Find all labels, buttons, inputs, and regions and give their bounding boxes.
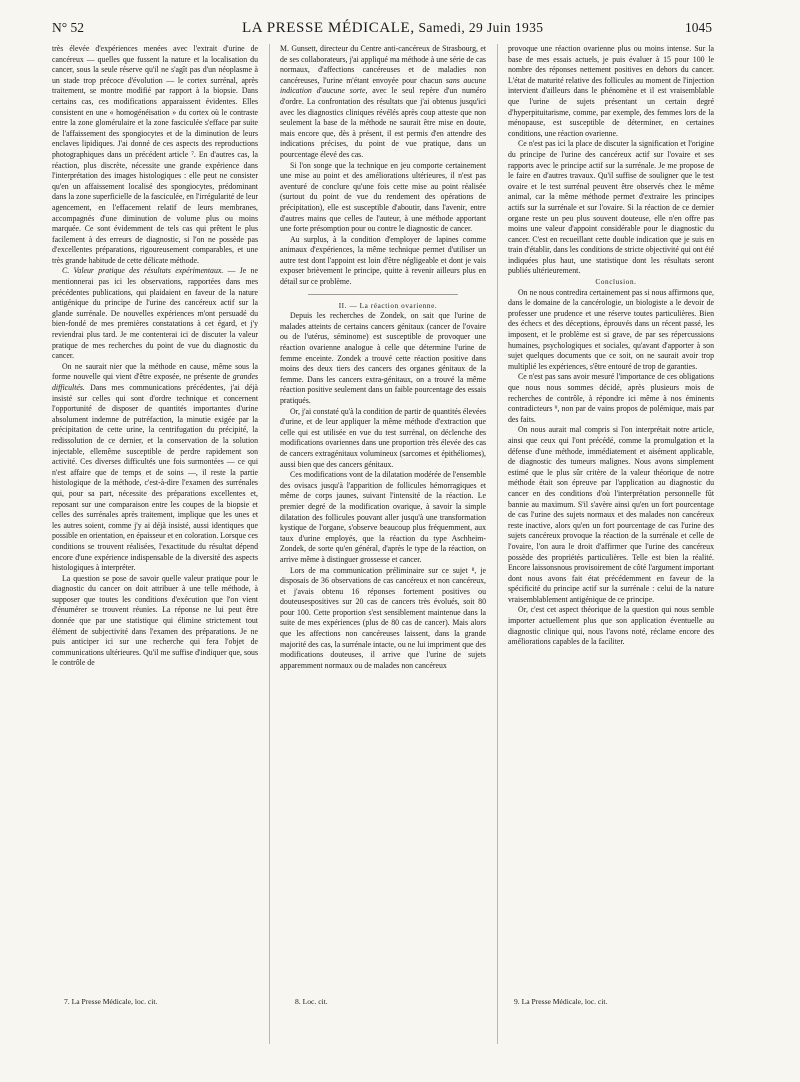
page-header	[52, 18, 712, 38]
column-right	[508, 44, 714, 994]
paragraph: Ces modifications vont de la dilatation modérée de l'ensemble des ovisacs jusqu'à l'apparition de follicules hémorragiques et même de corps jaunes, suivant l'intensité de la réaction. Le premier degré de la modification ovarique, à savoir la simple dilatation des follicules pouvant aller jusqu'à une transformation kystique de l'organe, s'observe beaucoup plus fréquemment, aux taux d'urine employés, que la réaction du type Aschheim-Zondek, de sorte qu'en général, d'après le type de la réaction, on arrive même à distinguer grossesse et cancer.	[280, 470, 486, 564]
paragraph	[52, 362, 258, 574]
paragraph: Or, j'ai constaté qu'à la condition de partir de quantités élevées d'urine, et de leur appliquer la même méthode d'extraction que celle qui est utilisée en vue du test surrénal, on déclenche des modifications ovariennes dans une proportion très élevée des cas de cancers extragénitaux volumineux (sarcomes et épithéliomes), aussi bien que des cancers génitaux.	[280, 406, 486, 469]
issue-number: N° 52	[52, 20, 85, 35]
paragraph-text: — Je ne mentionnerai pas ici les observations, rapportées dans mes précédentes publications, qui plaidaient en faveur de la nature antigénique du principe de l'urine des cancéreux actif sur la glande surrénale. De nouvelles expériences m'ont persuadé du bien-fondé de mes premières constatations à cet égard, et j'y reviendrai plus tard. Je me contenterai ici de discuter la valeur pratique de mes recherches du point de vue du diagnostic du cancer.	[52, 266, 258, 361]
emphasis-text: grandes difficultés.	[52, 372, 258, 392]
issue-date: Samedi, 29 Juin 1935	[418, 20, 544, 35]
paragraph: On ne nous contredira certainement pas si nous affirmons que, dans le domaine de la cancérologie, un biologiste a le devoir de professer une prudence et une réserve toutes particulières. Bien des échecs et des déceptions, éprouvés dans un récent passé, les imposent, et le problème est si grave, de par ses répercussions humaines, psychologiques et sociales, qu'avant d'apporter à son sujet quelques documents que ce soit, on ne saurait avoir trop multiplié les expériences, s'être entouré de trop de garanties.	[508, 287, 714, 371]
subsection-heading: C. Valeur pratique des résultats expérimentaux.	[62, 266, 224, 276]
section-heading: Conclusion.	[595, 278, 637, 287]
paragraph: Lors de ma communication préliminaire sur ce sujet ⁸, je disposais de 36 observations de cas cancéreux et non cancéreux, et j'avais obtenu 16 réponses fortement positives ou douteusespositives sur 20 cas de cancers très évolués, soit 80 pour 100. Cette proportion s'est sensiblement maintenue dans la suite de mes expériences (plus de 80 cas de cancer). Mais alors que les affections non cancéreuses laissent, dans la grande majorité des cas, la surrénale intacte, ou ne lui impriment que des modifications douteuses, il arrive que l'urine de sujets apparemment normaux ou de malades non cancéreux	[280, 565, 486, 670]
footnote: 9. La Presse Médicale, loc. cit.	[514, 997, 608, 1006]
paragraph: très élevée d'expériences menées avec l'extrait d'urine de cancéreux — quelles que fussent la nature et la localisation du cancer, sous la seule réserve qu'il ne s'agît pas d'un néoplasme à un stade trop précoce d'évolution — le cortex surrénal, après traitement, se montre modifié par rapport à la biopsie. Dans certains cas, ces modifications apparaissent évidentes. Elles consistent en une « homogénéisation » du cortex où le contraste entre la zone glomérulaire et la zone fasciculée s'efface par suite de l'affaissement des spongiocytes et de la diminution de leurs enclaves lipidiques. J'ai donné de ces aspects des reproductions photographiques dans un précédent article ⁷. En d'autres cas, la réaction, plus discrète, nécessite une grande expérience dans l'interprétation des images histologiques : elle peut ne consister qu'en un affaissement localisé des spongiocytes, prédominant dans la zone superficielle de la fasciculée, en l'irrégularité de leur agencement, en l'effacement relatif de leurs membranes, accompagnés d'une diminution de volume plus ou moins marquée. Ce sont évidemment de tels cas qui prêtent le plus facilement à des erreurs de diagnostic, si l'on ne possède pas d'excellentes préparations, rigoureusement comparables, et une très grande habitude de cette délicate méthode.	[52, 44, 258, 265]
footnote: 8. Loc. cit.	[295, 997, 328, 1006]
column-left	[52, 44, 258, 994]
journal-title: LA PRESSE MÉDICALE,	[242, 20, 415, 36]
paragraph	[52, 266, 258, 361]
paragraph-text: avec le seul repère d'un numéro d'ordre. La confrontation des résultats que j'ai obtenus jusqu'ici avec les diagnostics cliniques révélés après coup atteste que non seulement la base de la méthode ne saurait être mise en doute, mais encore que, dès à présent, il est permis d'en attendre des indications précises, du point de vue pratique, dans un pourcentage élevé des cas.	[280, 86, 486, 159]
paragraph-text: M. Gunsett, directeur du Centre anti-cancéreux de Strasbourg, et de ses collaborateurs, j'ai appliqué ma méthode à une série de cas normaux, d'affections cancéreuses et de maladies non cancéreuses, l'urine m'étant envoyée pour chacun	[280, 44, 486, 85]
paragraph: Ce n'est pas ici la place de discuter la signification et l'origine du principe de l'urine des cancéreux actif sur l'ovaire et ses rapports avec le principe actif sur la surrénale. Je me propose de le faire en d'autres travaux. Qu'il suffise de souligner que le test ovaire et le test surrénal peuvent être observés chez le même animal, car la même méthode permet d'extraire les principes actifs sur la surrénale et sur l'ovaire. Si la réaction de ce dernier organe reste un peu plus souvent douteuse, elle n'en offre pas moins une valeur d'appoint considérable pour le diagnostic du cancer. C'est en recueillant cette double indication que je suis en train d'établir, dans les conditions de stricte objectivité qui ont été indiquées plus haut, une statistique dont les résultats seront publiés ultérieurement.	[508, 139, 714, 276]
paragraph	[280, 44, 486, 161]
column-middle	[280, 44, 486, 994]
paragraph: Depuis les recherches de Zondek, on sait que l'urine de malades atteints de certains cancers génitaux (cancer de l'ovaire ou de l'utérus, séminome) est susceptible de provoquer une réaction ovarienne analogue à celle que détermine l'urine de femme enceinte. Zondek a trouvé cette réaction positive dans moins des deux tiers des cancers des organes génitaux de la femme. Dans les cancers extra-génitaux, on a trouvé la même réaction positive seulement dans un faible pourcentage des essais pratiqués.	[280, 311, 486, 405]
paragraph: On nous aurait mal compris si l'on interprétait notre article, ainsi que ceux qui l'ont précédé, comme la promulgation et la défense d'une méthode, immédiatement et aisément applicable, de diagnostic des tumeurs malignes. Nous avons simplement estimé que le plus sûr critère de la valeur théorique de notre méthode était son épreuve par l'application au diagnostic du cancer en des conditions d'où l'interprétation personnelle fût bannie au maximum. S'il s'avère ainsi qu'en un fort pourcentage de cas l'urine des sujets normaux et des malades non cancéreux reste inactive, alors qu'en un fort pourcentage de cas l'urine des sujets cancéreux provoque la réaction de la surrénale et celle de l'ovaire, l'on aura le droit d'affirmer que l'urine des cancéreux possède des propriétés particulières. Telle est bien la réalité. Encore laissonsnous provisoirement de côté l'argument important dont nous avons fait état précédemment en faveur de la spécificité du principe actif sur la surrénale : celui de la nature vraisemblablement antigénique de ce principe.	[508, 425, 714, 604]
paragraph: La question se pose de savoir quelle valeur pratique pour le diagnostic du cancer on doit attribuer à une telle méthode, à supposer que toutes les conditions d'exécution que l'on vient d'énumérer se trouvent réunies. La réponse ne lui peut être donnée que par une statistique qui élimine strictement tout élément de subjectivité dans l'examen des préparations. Je ne puis anticiper ici sur une recherche qui fera l'objet de communications ultérieures. Qu'il me suffise d'indiquer que, sous le contrôle de	[52, 573, 258, 668]
emphasis-text: sans aucune indication d'aucune sorte,	[280, 75, 486, 96]
paragraph: provoque une réaction ovarienne plus ou moins intense. Sur la base de mes essais actuels, je puis évaluer à 15 pour 100 le nombre des réponses nettement positives en dehors du cancer. L'état de maturité relative des follicules au moment de l'injection intervient d'ailleurs dans le phénomène et il est vraisemblable que l'urine de sujets présentant un certain degré d'hyperpituitarisme, comme, par exemple, des femmes lors de la ménopause, est susceptible de déterminer, en certaines conditions, une réaction ovarienne.	[508, 44, 714, 138]
column-divider	[269, 44, 270, 1044]
paragraph: Si l'on songe que la technique en jeu comporte certainement une mise au point et des améliorations ultérieures, il n'est pas aventuré de conclure qu'une fois cette mise au point réalisée (surtout du point de vue du rendement des opérations de précipitation), elle est susceptible d'aboutir, dans l'avenir, entre d'autres mains que celles de l'auteur, à une méthode apportant une forte présomption pour ou contre le diagnostic de cancer.	[280, 160, 486, 234]
page-number: 1045	[685, 20, 712, 35]
paragraph: Au surplus, à la condition d'employer de lapines comme animaux d'expériences, la même technique permet d'utiliser un autre test dont l'appoint est loin d'être négligeable et dont je vais exposer brièvement le principe, quitte à revenir ailleurs plus en détail sur ce problème.	[280, 234, 486, 287]
column-divider	[497, 44, 498, 1044]
paragraph: Ce n'est pas sans avoir mesuré l'importance de ces obligations que nous nous sommes décidé, après plusieurs mois de recherches de contrôle, à répondre ici même à nos éminents contradicteurs ⁹, non par de vains propos de polémique, mais par des faits.	[508, 372, 714, 424]
running-title	[242, 18, 543, 38]
section-heading: II. — La réaction ovarienne.	[338, 301, 438, 310]
footnote: 7. La Presse Médicale, loc. cit.	[64, 997, 158, 1006]
paragraph-text: On ne saurait nier que la méthode en cause, même sous la forme nouvelle qui vient d'être exposée, ne présente de	[52, 361, 258, 382]
article-body	[52, 44, 712, 1044]
paragraph: Or, c'est cet aspect théorique de la question qui nous semble importer actuellement plus que son application éventuelle au diagnostic clinique qui, nous l'avons noté, réclame encore des améliorations capables de la faciliter.	[508, 605, 714, 647]
section-rule	[308, 294, 458, 295]
paragraph-text: Dans mes communications précédentes, j'ai déjà insisté sur celles qui sont d'ordre technique et concernent l'opportunité de disposer de quantités importantes d'urine absolument indemne de putréfaction, la minutie exigée par la précipitation de cette urine, la centrifugation du précipité, la redissolution de ce dernier, et la conservation de la solution injectable, ellemême susceptible de perdre rapidement son activité. Ces diverses difficultés une fois surmontées — ce qui n'est affaire que de temps et de soins —, il reste la partie histologique de la méthode, c'est-à-dire l'examen des surrénales qui, pour sa part, nécessite des préparations excellentes et, reposant sur une comparaison entre les coupes de la biopsie et celles des surrénales après traitement, implique que les unes et les autres soient, comme j'y ai déjà insisté, aussi identiques que possible en orientation, en épaisseur et en coloration. Lorsque ces conditions se trouvent réalisées, l'exactitude du résultat dépend encore d'une expérience indispensable de la diversité des aspects histologiques à interpréter.	[52, 383, 258, 573]
